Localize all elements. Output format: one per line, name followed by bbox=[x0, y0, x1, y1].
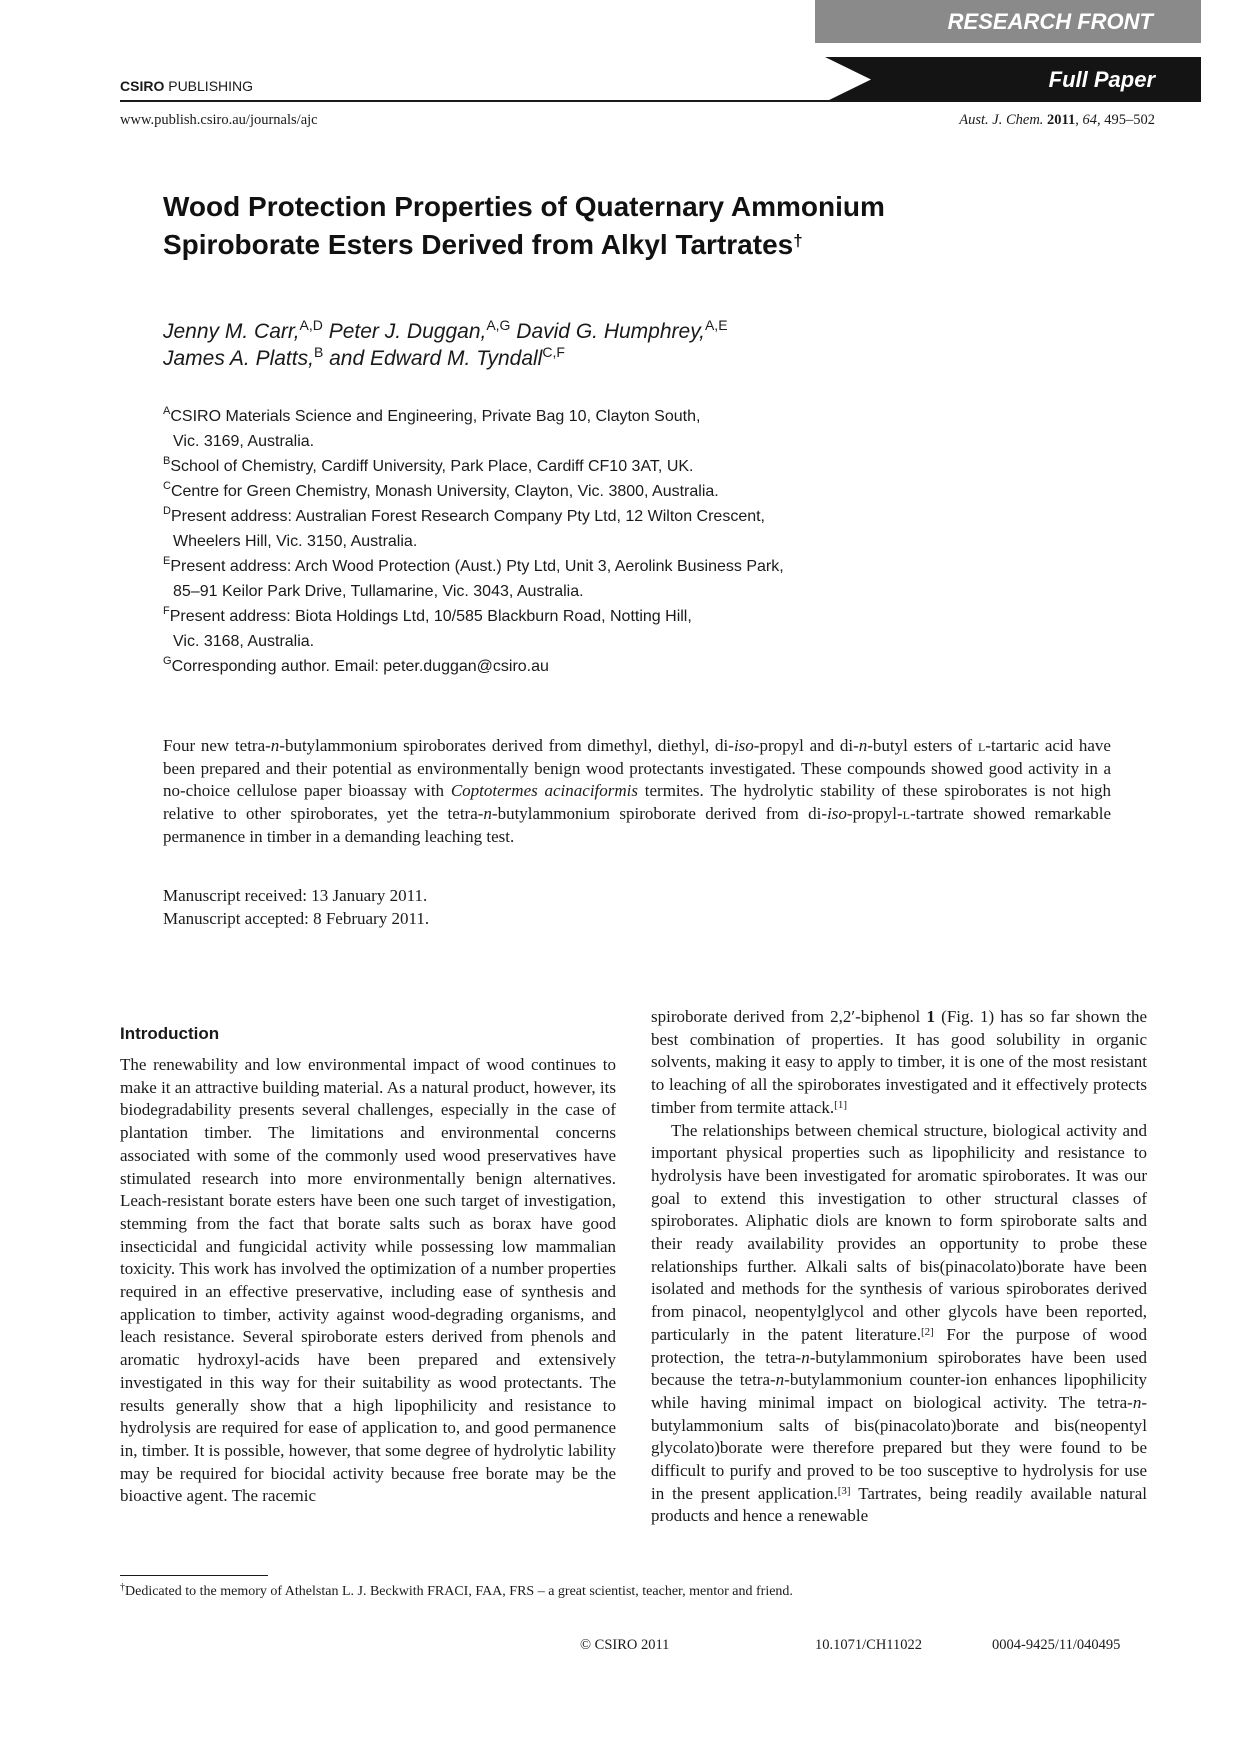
author-name: James A. Platts, bbox=[163, 347, 314, 370]
affiliation-list bbox=[163, 404, 1063, 679]
affiliation-item: $^B$School of Chemistry, Cardiff University, Park Place, Cardiff CF10 3AT, UK. bbox=[163, 455, 694, 475]
section-heading: Introduction bbox=[120, 1024, 220, 1043]
author-affil: A,D bbox=[299, 317, 323, 333]
paragraph: The renewability and low environmental impact of wood continues to make it an attractive building material. As a natural product, however, its biodegradability presents several challenges, especially in the case of plantation timber. The limitations and environmental concerns associated with some of the commonly used wood preservatives have stimulated research into more environmentally benign alternatives. Leach-resistant borate esters have been one such target of investigation, stemming from the fact that borate salts such as borax have good insecticidal and fungicidal activity while possessing low mammalian toxicity. This work has involved the optimization of a number properties required in an effective preservative, including ease of synthesis and application to timber, activity against wood-degrading organisms, and leach resistance. Several spiroborate esters derived from phenols and aromatic hydroxyl-acids have been prepared and extensively investigated in this way for their suitability as wood protectants. The results generally show that a high lipophilicity and resistance to hydrolysis are required for ease of application to, and good permanence in, timber. It is possible, however, that some degree of hydrolytic lability may be required for biocidal activity because free borate may be the bioactive agent. The racemic bbox=[120, 1055, 616, 1506]
title-line-2: Spiroborate Esters Derived from Alkyl Tartrates† bbox=[163, 229, 803, 260]
body-column-right bbox=[651, 1006, 1147, 1528]
author-affil: A,E bbox=[704, 317, 728, 333]
author-affil: B bbox=[313, 344, 324, 360]
reference-link[interactable]: [2] bbox=[920, 1325, 934, 1338]
footnote-rule bbox=[120, 1575, 268, 1576]
journal-url[interactable]: www.publish.csiro.au/journals/ajc bbox=[120, 112, 318, 128]
author-name: Jenny M. Carr, bbox=[163, 320, 300, 343]
author-name: David G. Humphrey, bbox=[516, 320, 705, 343]
manuscript-received: Manuscript received: 13 January 2011. bbox=[163, 886, 428, 905]
author-name: Peter J. Duggan, bbox=[328, 320, 487, 343]
footnote: †Dedicated to the memory of Athelstan L. J. Beckwith FRACI, FAA, FRS – a great scientist, teacher, mentor and friend. bbox=[120, 1582, 793, 1599]
abstract: Four new tetra-n-butylammonium spiroborates derived from dimethyl, diethyl, di-iso-propyl and di-n-butyl esters of l-tartaric acid have been prepared and their potential as environmentally benign wood protectants investigated. These compounds showed good activity in a no-choice cellulose paper bioassay with Coptotermes acinaciformis termites. The hydrolytic stability of these spiroborates is not high relative to other spiroborates, yet the tetra-n-butylammonium spiroborate derived from di-iso-propyl-l-tartrate showed remarkable permanence in timber in a demanding leaching test. bbox=[163, 736, 1111, 846]
paragraph: The relationships between chemical structure, biological activity and important physical properties such as lipophilicity and resistance to hydrolysis have been investigated for aromatic spiroborates. It was our goal to extend this investigation to other structural classes of spiroborates. Aliphatic diols are known to form spiroborate salts and their ready availability provides an opportunity to probe these relationships further. Alkali salts of bis(pinacolato)borate have been isolated and methods for the synthesis of various spiroborates derived from pinacol, neopentylglycol and other glycols have been reported, particularly in the patent literature.[2] For the purpose of wood protection, the tetra-n-butylammonium spiroborates have been used because the tetra-n-butylammonium counter-ion enhances lipophilicity while having minimal impact on biological activity. The tetra-n-butylammonium salts of bis(pinacolato)borate and bis(neopentyl glycolato)borate were therefore prepared but they were found to be difficult to purify and proved to be too susceptive to hydrolysis for use in the present application.[3] Tartrates, being readily available natural products and hence a renewable bbox=[651, 1120, 1147, 1526]
section-banner: RESEARCH FRONT bbox=[815, 0, 1201, 43]
author-affil: C,F bbox=[542, 344, 565, 360]
affiliation-item: $^G$Corresponding author. Email: peter.duggan@csiro.au bbox=[163, 655, 549, 675]
reference-link[interactable]: [3] bbox=[837, 1484, 851, 1497]
affiliation-item: $^F$Present address: Biota Holdings Ltd, 10/585 Blackburn Road, Notting Hill, Vic. 3168, Australia. bbox=[163, 605, 692, 650]
affiliation-item: $^D$Present address: Australian Forest Research Company Pty Ltd, 12 Wilton Crescent, Wheelers Hill, Vic. 3150, Australia. bbox=[163, 505, 765, 550]
title-line-1: Wood Protection Properties of Quaternary Ammonium bbox=[163, 191, 885, 222]
paragraph: spiroborate derived from 2,2′-biphenol 1 (Fig. 1) has so far shown the best combination of properties. It has good solubility in organic solvents, making it easy to apply to timber, it is one of the most resistant to leaching of all the spiroborates investigated and it effectively protects timber from termite attack.[1] bbox=[651, 1007, 1147, 1117]
reference-link[interactable]: [1] bbox=[834, 1098, 847, 1111]
affiliation-item: $^A$CSIRO Materials Science and Engineering, Private Bag 10, Clayton South, Vic. 3169, Australia. bbox=[163, 405, 701, 450]
manuscript-dates bbox=[163, 885, 429, 930]
author-name: and Edward M. Tyndall bbox=[329, 347, 543, 370]
copyright: © CSIRO 2011 bbox=[580, 1637, 670, 1653]
header-rule bbox=[120, 100, 840, 102]
title-dagger: † bbox=[793, 231, 803, 250]
body-column-left bbox=[120, 1054, 616, 1508]
doi[interactable]: 10.1071/CH11022 bbox=[815, 1637, 923, 1653]
publisher-name: CSIRO PUBLISHING bbox=[120, 78, 254, 94]
author-list bbox=[163, 318, 1013, 372]
author-affil: A,G bbox=[486, 317, 511, 333]
paper-title bbox=[163, 188, 1013, 264]
issn: 0004-9425/11/040495 bbox=[992, 1637, 1121, 1653]
affiliation-item: $^C$Centre for Green Chemistry, Monash University, Clayton, Vic. 3800, Australia. bbox=[163, 480, 719, 500]
manuscript-accepted: Manuscript accepted: 8 February 2011. bbox=[163, 908, 430, 928]
article-type-label: Full Paper bbox=[1048, 67, 1155, 92]
affiliation-item: $^E$Present address: Arch Wood Protection (Aust.) Pty Ltd, Unit 3, Aerolink Business Park, 85–91 Keilor Park Drive, Tullamarine, Vic. 3043, Australia. bbox=[163, 555, 784, 600]
citation: Aust. J. Chem. 2011, 64, 495–502 bbox=[959, 112, 1155, 128]
